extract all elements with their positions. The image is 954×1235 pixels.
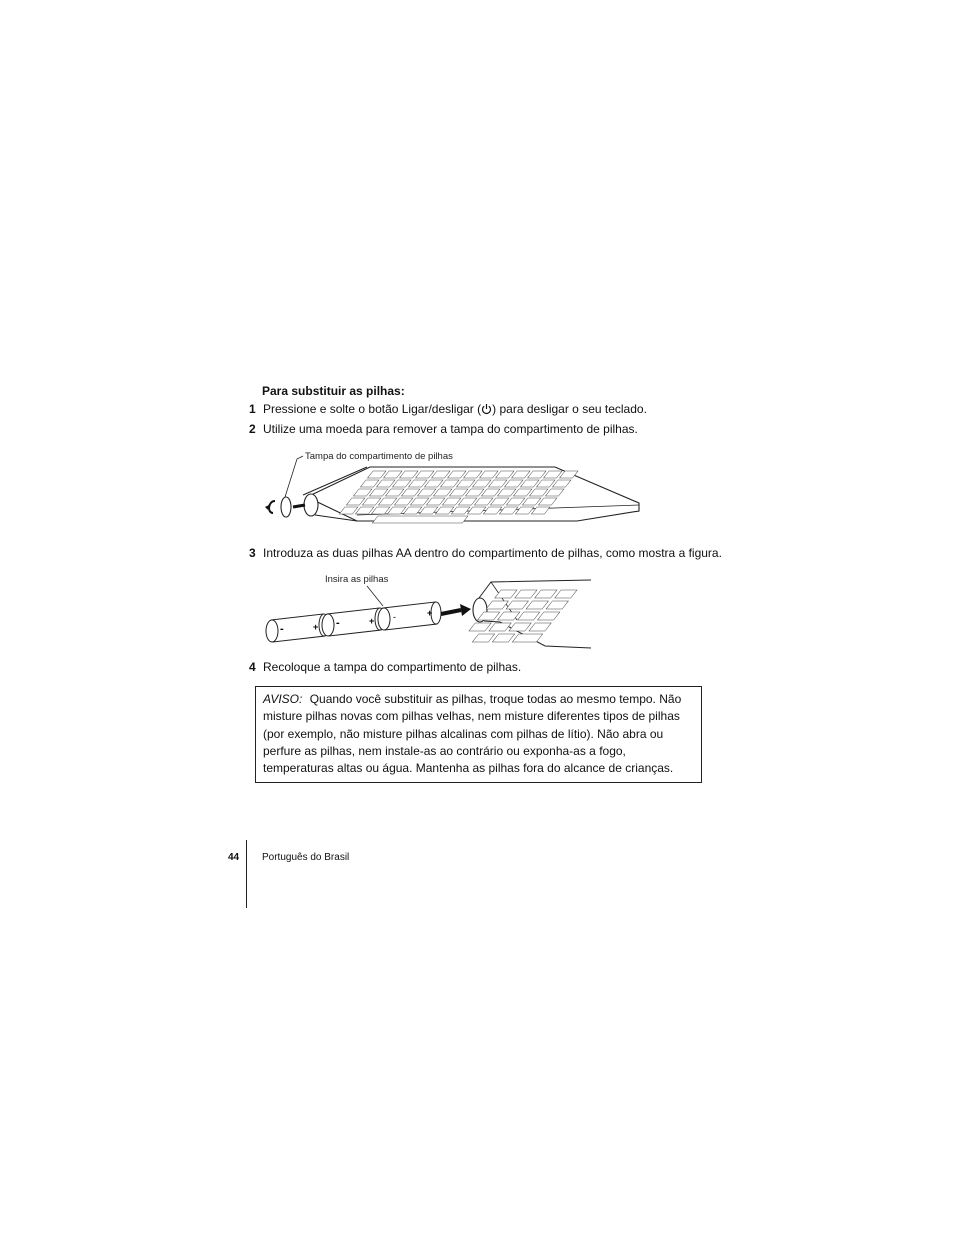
warning-text: Quando você substituir as pilhas, troque todas ao mesmo tempo. Não misture pilhas novas com pilhas velhas, nem misture diferentes tipos de pilhas (por exemplo, não misture pilhas alcalinas com pilhas de lítio). Não abra ou perfure as pilhas, nem instale-as ao contrário ou exponha-as a fogo, temperaturas altas ou água. Mantenha as pilhas fora do alcance de crianças. xyxy=(263,692,682,776)
insert-batteries-figure xyxy=(255,570,595,652)
battery xyxy=(378,602,441,630)
step-3 xyxy=(249,545,722,561)
step-2 xyxy=(249,421,638,437)
step-text: Utilize uma moeda para remover a tampa do compartimento de pilhas. xyxy=(263,422,638,436)
minus-sign: - xyxy=(393,612,396,622)
plus-sign: + xyxy=(427,608,433,618)
step-1 xyxy=(249,401,647,419)
step-number: 2 xyxy=(249,422,256,436)
plus-sign: + xyxy=(313,622,319,632)
step-number: 4 xyxy=(249,660,256,674)
minus-sign: - xyxy=(280,623,284,635)
rotate-arrow-icon xyxy=(269,501,275,513)
cover-callout: Tampa do compartimento de pilhas xyxy=(305,451,453,462)
warning-box xyxy=(255,686,702,783)
batteries-callout: Insira as pilhas xyxy=(325,574,389,585)
keyboard-corner xyxy=(460,580,591,648)
footer-rule xyxy=(246,840,247,908)
warning-label: AVISO: xyxy=(263,692,303,706)
battery-cover-figure xyxy=(255,445,645,525)
step-text-before: Pressione e solte o botão Ligar/desligar ( xyxy=(263,402,482,416)
battery xyxy=(322,608,385,636)
power-icon xyxy=(481,403,492,419)
step-number: 1 xyxy=(249,402,256,416)
battery-cover xyxy=(281,497,291,517)
arrow-icon xyxy=(441,610,461,614)
footer-language: Português do Brasil xyxy=(262,852,350,863)
plus-sign: + xyxy=(369,616,375,626)
step-text: Introduza as duas pilhas AA dentro do compartimento de pilhas, como mostra a figura. xyxy=(263,546,722,560)
section-heading: Para substituir as pilhas: xyxy=(262,384,405,398)
arrow-icon xyxy=(293,505,305,507)
step-text: Recoloque a tampa do compartimento de pilhas. xyxy=(263,660,522,674)
step-text-after: ) para desligar o seu teclado. xyxy=(492,402,647,416)
battery xyxy=(266,614,329,642)
page-number: 44 xyxy=(228,852,240,863)
callout-leader xyxy=(285,456,303,497)
callout-leader xyxy=(367,586,383,606)
step-4 xyxy=(249,659,521,675)
step-number: 3 xyxy=(249,546,256,560)
minus-sign: - xyxy=(336,617,340,629)
